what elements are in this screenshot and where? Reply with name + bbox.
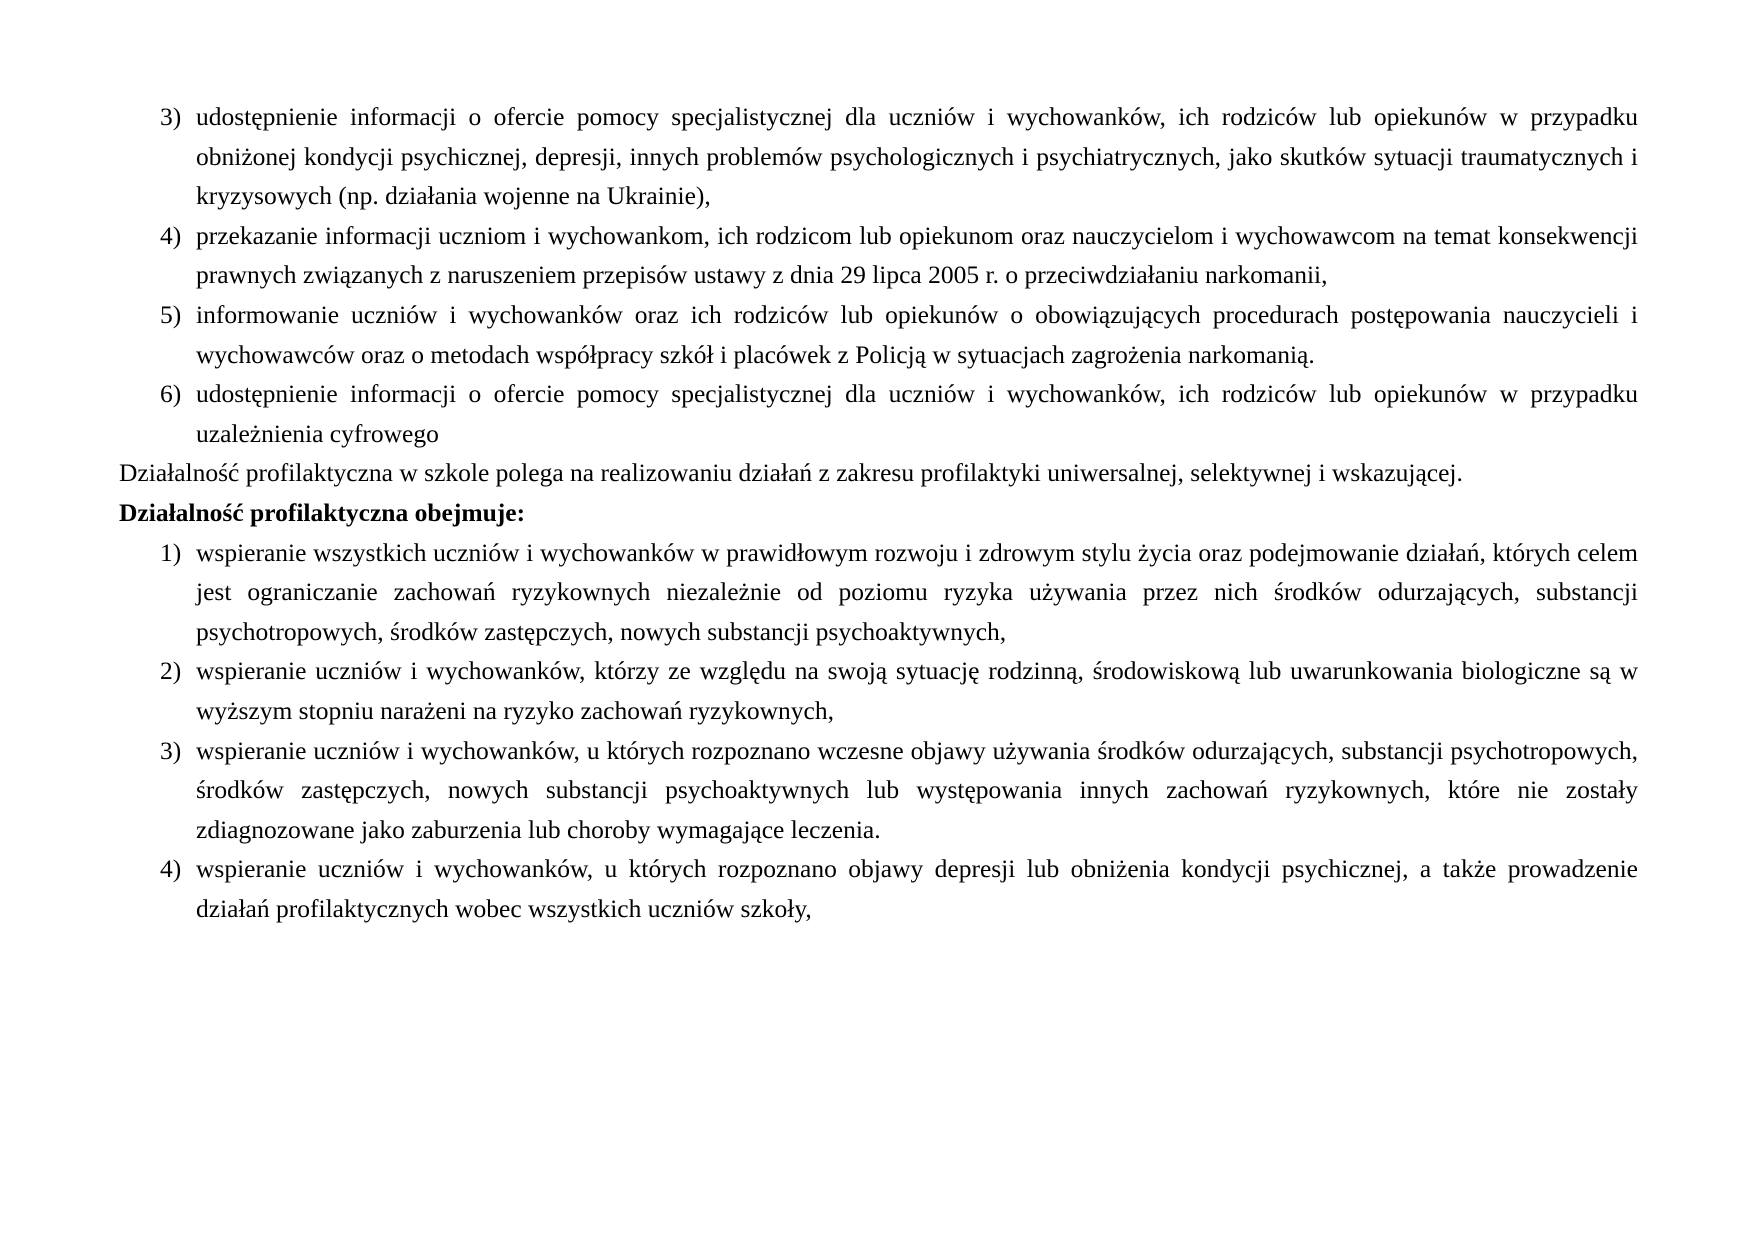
intro-paragraph: Działalność profilaktyczna w szkole polega na realizowaniu działań z zakresu profilaktyki uniwersalnej, selektywnej i wskazującej. — [119, 458, 1463, 488]
list-item — [119, 374, 1638, 453]
list-item-text: udostępnienie informacji o ofercie pomocy specjalistycznej dla uczniów i wychowanków, ich rodziców lub opiekunów w przypadku uzależnienia cyfrowego — [196, 379, 1638, 448]
list-item — [119, 97, 1638, 216]
list-item-number: 2) — [160, 656, 182, 686]
list-item-text: przekazanie informacji uczniom i wychowankom, ich rodzicom lub opiekunom oraz nauczycielom i wychowawcom na temat konsekwencji prawnych związanych z naruszeniem przepisów ustawy z dnia 29 lipca 2005 r. o przeciwdziałaniu narkomanii, — [196, 220, 1638, 290]
section-heading: Działalność profilaktyczna obejmuje: — [119, 497, 526, 527]
list-item-number: 3) — [160, 735, 182, 765]
list-item — [119, 533, 1638, 652]
list-item — [119, 651, 1638, 730]
list-item-number: 4) — [160, 220, 182, 250]
list-item — [119, 295, 1638, 374]
numbered-list-lower — [119, 533, 1638, 929]
list-item-text: wspieranie uczniów i wychowanków, u których rozpoznano objawy depresji lub obniżenia kondycji psychicznej, a także prowadzenie działań profilaktycznych wobec wszystkich uczniów szkoły, — [196, 854, 1638, 923]
list-item-number: 1) — [160, 537, 182, 567]
list-item-text: wspieranie uczniów i wychowanków, u których rozpoznano wczesne objawy używania środków odurzających, substancji psychotropowych, środków zastępczych, nowych substancji psychoaktywnych lub występowania innych zachowań ryzykownych, które nie zostały zdiagnozowane jako zaburzenia lub choroby wymagające leczenia. — [196, 735, 1638, 844]
list-item-number: 3) — [160, 102, 182, 131]
list-item-text: wspieranie uczniów i wychowanków, którzy ze względu na swoją sytuację rodzinną, środowiskową lub uwarunkowania biologiczne są w wyższym stopniu narażeni na ryzyko zachowań ryzykownych, — [196, 656, 1638, 725]
list-item-text: udostępnienie informacji o ofercie pomocy specjalistycznej dla uczniów i wychowanków, ich rodziców lub opiekunów w przypadku obniżonej kondycji psychicznej, depresji, innych problemów psychologicznych i psychiatrycznych, jako skutków sytuacji traumatycznych i kryzysowych (np. działania wojenne na Ukrainie), — [196, 102, 1638, 211]
list-item-number: 4) — [160, 854, 182, 884]
list-item-number: 5) — [160, 299, 182, 329]
list-item-text: wspieranie wszystkich uczniów i wychowanków w prawidłowym rozwoju i zdrowym stylu życia oraz podejmowanie działań, których celem jest ograniczanie zachowań ryzykownych niezależnie od poziomu ryzyka używania przez nich środków odurzających, substancji psychotropowych, środków zastępczych, nowych substancji psychoaktywnych, — [196, 537, 1638, 646]
document-body — [119, 97, 1638, 928]
list-item — [119, 216, 1638, 295]
list-item-number: 6) — [160, 379, 182, 409]
list-item — [119, 731, 1638, 850]
list-item-text: informowanie uczniów i wychowanków oraz ich rodziców lub opiekunów o obowiązujących procedurach postępowania nauczycieli i wychowawców oraz o metodach współpracy szkół i placówek z Policją w sytuacjach zagrożenia narkomanią. — [196, 299, 1638, 369]
list-item — [119, 849, 1638, 928]
numbered-list-upper — [119, 97, 1638, 453]
